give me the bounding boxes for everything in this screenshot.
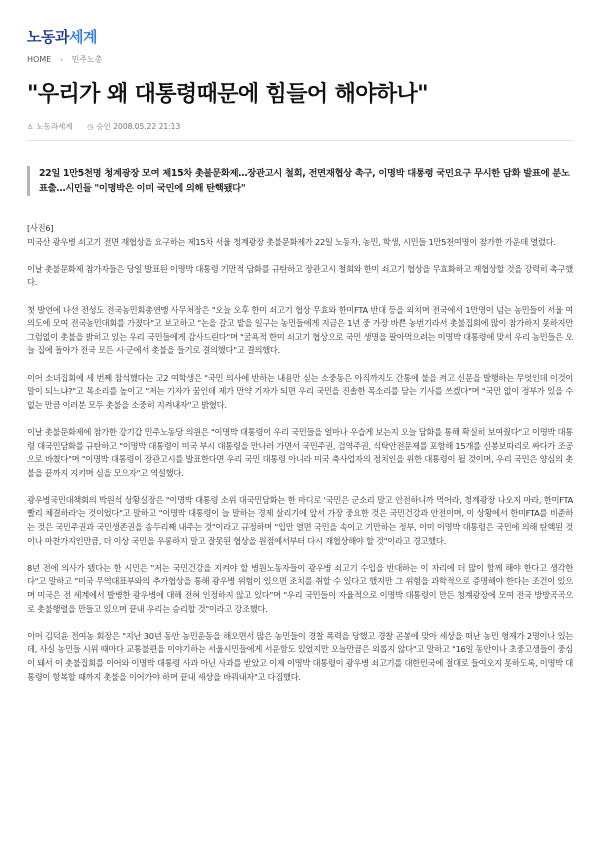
article-title: "우리가 왜 대통령때문에 힘들어 해야하나": [27, 82, 429, 107]
title-divider: [27, 140, 573, 141]
article-summary: 22일 1만5천명 청계광장 모여 제15차 촛불문화제…장관고시 철회, 전면재협상 촉구, 이명박 대통령 국민요구 무시한 담화 발표에 분노 표출…시민들 "이명박은 이미 국민에 의해 탄핵됐다": [27, 166, 573, 196]
article-paragraph: 8년 전에 의사가 됐다는 한 시민은 "저는 국민건강을 지켜야 할 병원노동자들이 광우병 쇠고기 수입을 반대하는 이 자리에 더 많이 함께 해야 한다고 생각한다"고 말하고 "미국 무역대표부와의 추가협상을 통해 광우병 위험이 있으면 조치를 취할 수 있다고 했지만 그 위험을 과학적으로 증명해야 한다는 조건이 있으며 미국은 전 세계에서 발병한 광우병에 대해 전혀 인정하지 않고 있다"며 "우리 국민들이 자율적으로 이명박 대통령이 만든 청계광장에 모여 전국 방방곡곡으로 촛불행렬을 만들고 있으며 끝내 우리는 승리할 것"이라고 강조했다.: [27, 562, 573, 614]
article-paragraph: 광우병국민대책회의 박원석 상황실장은 "이명박 대통령 소위 대국민담화는 한 마디로 '국민은 군소리 말고 안전하니까 먹어라, 청계광장 나오지 마라, 한미FTA 빨리 체결하라'는 것이었다"고 말하고 "이명박 대통령이 늘 말하는 경제 살리기에 앞서 가장 중요한 것은 국민건강과 안전이며, 이 상황에서 한미FTA를 비준하는 것은 국민주권과 국민생존권을 송두리째 내주는 것"이라고 규정하며 "입만 열면 국민을 속이고 기만하는 정부, 이미 이명박 대통령은 국민에 의해 탄핵된 것이나 마찬가지인만큼, 더 이상 국민을 우롱하지 말고 잘못된 협상을 원점에서부터 다시 재협상해야 할 것"이라고 경고했다.: [27, 494, 573, 546]
article-date: 승인 2008.05.22 21:13: [96, 122, 181, 131]
article-paragraph: 미국산 광우병 쇠고기 전면 재협상을 요구하는 제15차 서울 청계광장 촛불문화제가 22일 노동자, 농민, 학생, 시민들 1만5천여명이 참가한 가운데 열렸다.: [27, 236, 556, 247]
article-paragraph: 이날 촛불문화제에 참가한 강기갑 민주노동당 의원은 "이명박 대통령이 우리 국민들을 얼마나 우습게 보는지 오늘 담화를 통해 확실히 보여줬다"고 이명박 대통령 대국민담화를 규탄하고 "이명박 대통령이 미국 부시 대통령을 만나러 가면서 국민주권, 검역주권, 식탁안전문제를 포함해 15개를 신봉보따리로 싸다가 조공으로 바쳤다"며 "이명박 대통령이 장관고시를 발표한다면 우리 국민 대통령 아니라 미국 축사업자의 정치인을 위한 대통령이 될 것이며, 우리 국민은 양심의 촛불을 끝까지 지키며 심을 모으자"고 역설했다.: [27, 426, 573, 478]
breadcrumb: [27, 54, 103, 65]
person-icon: ♙: [27, 123, 34, 131]
clock-icon: ◷: [87, 123, 94, 131]
breadcrumb-separator-icon: ›: [59, 55, 64, 64]
article-author: 노동과세계: [36, 122, 73, 131]
logo-text-accent: 세계: [68, 28, 97, 46]
article-body: [27, 222, 573, 698]
breadcrumb-section[interactable]: 민주노총: [71, 55, 103, 64]
breadcrumb-home[interactable]: HOME: [27, 55, 52, 64]
article-paragraph: 이날 촛불문화제 참가자들은 당일 발표된 이명박 대통령 기만적 담화를 규탄하고 장관고시 철회와 한미 쇠고기 협상을 무효화하고 재협상할 것을 강력히 촉구했다.: [27, 263, 573, 288]
article-paragraph: 이어 김덕윤 전여농 회장은 "지난 30년 동안 농민운동을 해오면서 많은 농민들이 경찰 폭력을 당했고 경찰 곤봉에 맞아 세상을 떠난 농민 형제가 2명이나 있는데, 사실 농민들 시위 때마다 교통불편을 이야기하는 서울시민들에게 서운함도 있었지만 오늘만큼은 외롭지 않다"고 말하고 "16일 동안이나 초중고생들이 중심이 돼서 이 촛불집회를 이어와 이명박 대통령 사과 아닌 사과를 받았고 이제 이명박 대통령이 광우병 쇠고기를 대한민국에 절대로 들여오지 못하도록, 이명박 대통령이 항복할 때까지 촛불을 이어가야 하며 끝내 세상을 바꿔내자"고 다짐했다.: [27, 630, 573, 682]
article-meta: [27, 121, 180, 132]
article-paragraph: 이어 소녀집회에 세 번째 참석했다는 고2 여학생은 "국민 의사에 반하는 내용만 싣는 소중동은 아직까지도 간통에 불을 켜고 신문을 발행하는 무엇인데 이것이 말이 되느냐?"고 목소리를 높이고 "저는 기자가 꿈인데 제가 만약 기자가 되면 우리 국민을 진솔한 목소리를 담는 기사를 쓰겠다"며 "국민 없이 정부가 있을 수 없는 만큼 이러분 모두 촛불을 소중히 지켜내자"고 밝혔다.: [27, 372, 573, 410]
logo-text-primary: 노동과: [27, 28, 69, 46]
photo-caption-tag: [사진6]: [27, 223, 54, 233]
article-paragraph: 첫 발언에 나선 전성도 전국농민회총연맹 사무처장은 "오늘 오후 한미 쇠고기 협상 무효와 한미FTA 반대 등을 외치며 전국에서 1만명이 넘는 농민들이 서울 여의도에 모여 전국농민대회를 가졌다"고 보고하고 "논을 갈고 밭을 일구는 농민들에게 지금은 1년 중 가장 바쁜 농번기라서 촛불집회에 많이 참가하지 못하지만 그럼없이 촛불을 밝히고 있는 우리 국민들에게 감사드린다"며 "굴욕적 한미 쇠고기 협상으로 국민 생명을 팔아먹으려는 이명박 대통령에 맞서 우리 농민들은 오늘 집에 돌아가 전국 모든 시·군에서 촛불을 들기로 결의했다"고 결의했다.: [27, 304, 573, 356]
site-logo[interactable]: [27, 26, 97, 47]
